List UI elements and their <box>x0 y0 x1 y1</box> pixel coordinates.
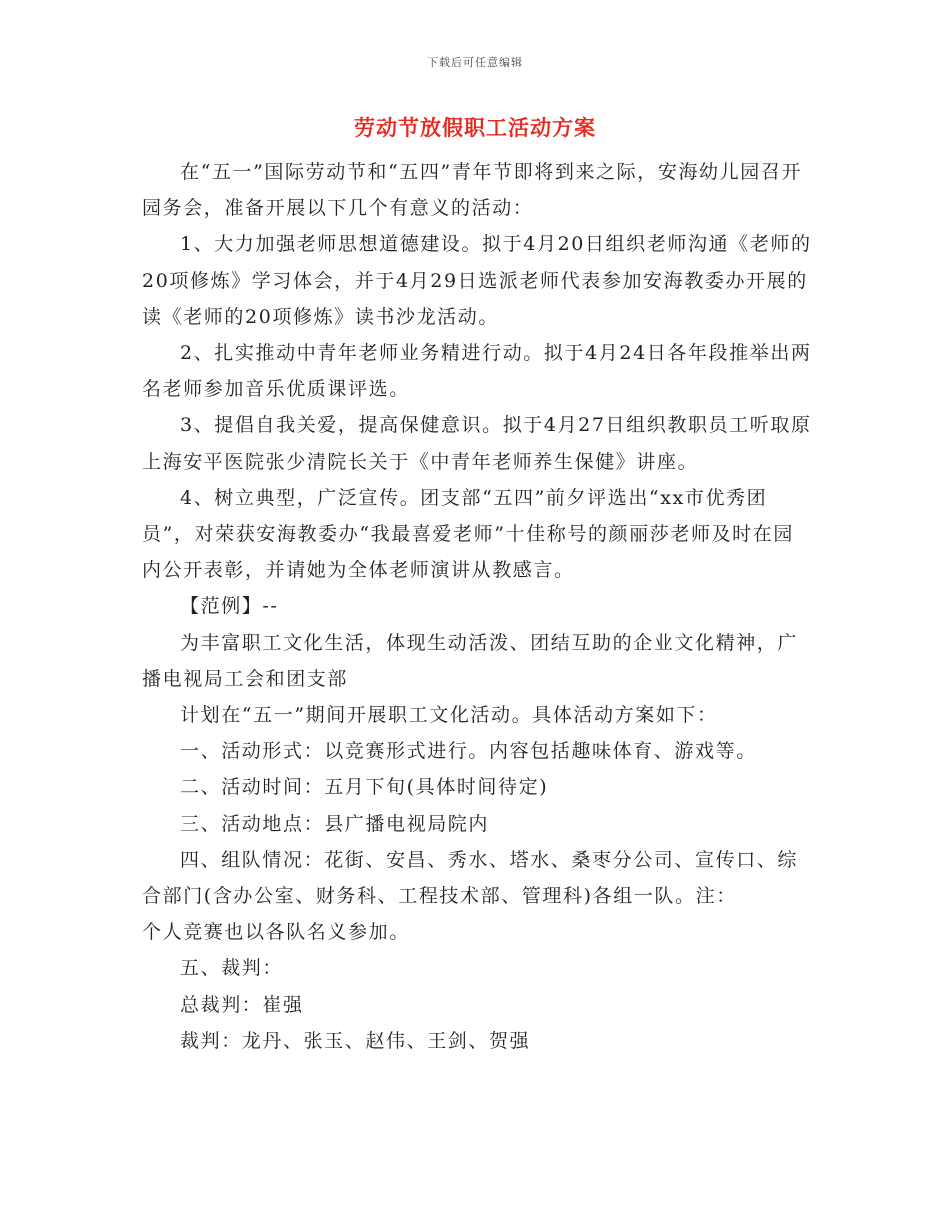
paragraph-item-3: 3、提倡自我关爱，提高保健意识。拟于4月27日组织教职员工听取原上海安平医院张少清院长关于《中青年老师养生保健》讲座。 <box>142 414 812 473</box>
document-title: 劳动节放假职工活动方案 <box>354 115 596 140</box>
paragraph-referees: 裁判：龙丹、张玉、赵伟、王剑、贺强 <box>180 1029 531 1052</box>
header-note: 下载后可任意编辑 <box>427 56 523 69</box>
paragraph-item-2: 2、扎实推动中青年老师业务精进行动。拟于4月24日各年段推举出两名老师参加音乐优质课评选。 <box>142 342 812 401</box>
paragraph-example-intro: 为丰富职工文化生活，体现生动活泼、团结互助的企业文化精神，广播电视局工会和团支部 <box>142 631 799 690</box>
paragraph-intro: 在“五一”国际劳动节和“五四”青年节即将到来之际，安海幼儿园召开园务会，准备开展以下几个有意义的活动： <box>142 161 803 220</box>
paragraph-item-1: 1、大力加强老师思想道德建设。拟于4月20日组织老师沟通《老师的20项修炼》学习体会，并于4月29日选派老师代表参加安海教委办开展的读《老师的20项修炼》读书沙龙活动。 <box>142 233 812 328</box>
paragraph-teams-note: 个人竞赛也以各队名义参加。 <box>142 921 410 944</box>
paragraph-chief-referee: 总裁判：崔强 <box>180 993 304 1016</box>
paragraph-example-heading: 【范例】-- <box>180 595 279 618</box>
paragraph-activity-form: 一、活动形式：以竞赛形式进行。内容包括趣味体育、游戏等。 <box>180 740 757 763</box>
document-body <box>142 154 814 1059</box>
paragraph-activity-time: 二、活动时间：五月下旬(具体时间待定) <box>180 776 549 799</box>
paragraph-plan: 计划在“五一”期间开展职工文化活动。具体活动方案如下： <box>180 704 718 727</box>
paragraph-referee-heading: 五、裁判： <box>180 957 284 980</box>
paragraph-activity-place: 三、活动地点：县广播电视局院内 <box>180 812 490 835</box>
paragraph-item-4: 4、树立典型，广泛宣传。团支部“五四”前夕评选出“xx市优秀团员”，对荣获安海教委办“我最喜爱老师”十佳称号的颜丽莎老师及时在园内公开表彰，并请她为全体老师演讲从教感言。 <box>142 486 794 582</box>
paragraph-teams: 四、组队情况：花街、安昌、秀水、塔水、桑枣分公司、宣传口、综合部门(含办公室、财务科、工程技术部、管理科)各组一队。注： <box>142 848 799 908</box>
